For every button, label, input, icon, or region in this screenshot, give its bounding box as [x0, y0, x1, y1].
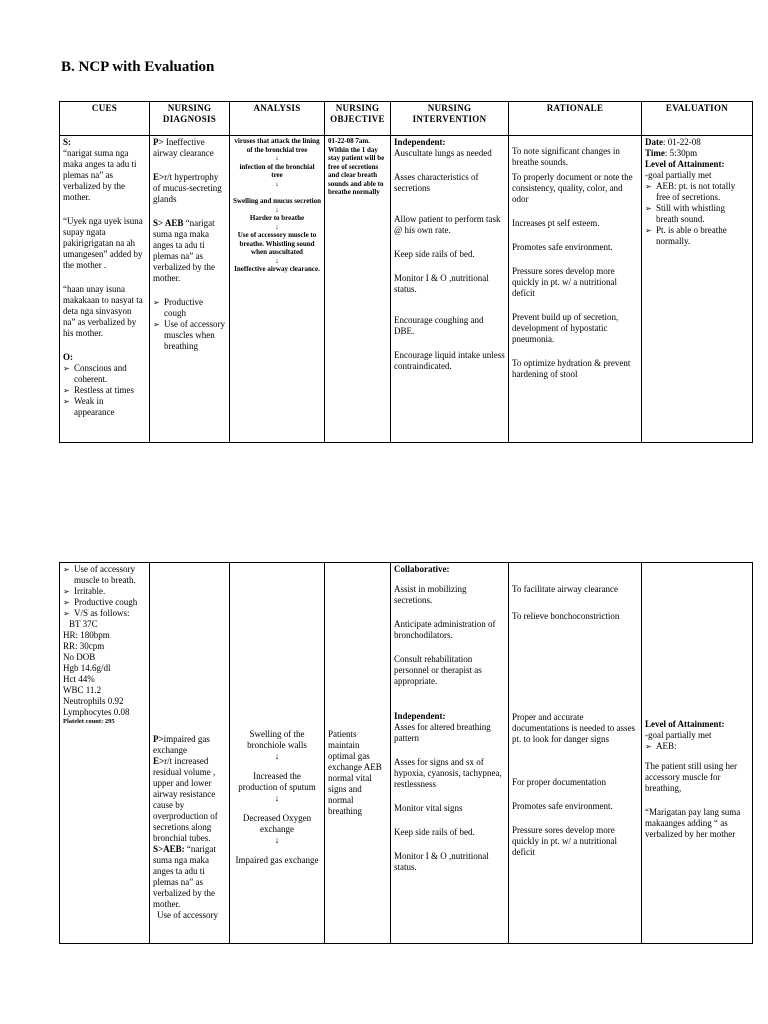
header-rationale: RATIONALE — [509, 102, 642, 136]
header-evaluation: EVALUATION — [642, 102, 753, 136]
list-item: ➢ Still with whistling breath sound. — [645, 203, 749, 225]
rationale-item: To note significant changes in breathe sounds. — [512, 146, 620, 167]
analysis-step: Swelling and mucus secretion — [233, 197, 321, 205]
signs-text: “narigat suma nga maka anges ta adu ti plemas na” as verbalized by the mother. — [153, 844, 216, 909]
objective-cell — [325, 563, 391, 944]
analysis-step: Decreased Oxygen exchange — [242, 813, 312, 834]
subjective-cue: “Uyek nga uyek isuna supay ngata pakirigrigatan na ah umangesen” added by the mother . — [63, 216, 143, 270]
evaluation-cell — [642, 136, 753, 443]
vital-sign: RR: 30cpm — [63, 641, 105, 651]
intervention-item: Auscultate lungs as needed — [394, 148, 492, 158]
header-cues: CUES — [60, 102, 150, 136]
list-item: ➢ Restless at times — [63, 385, 146, 396]
list-item: ➢ Use of accessory muscles when breathing — [153, 319, 226, 352]
diagnosis-cell — [150, 563, 230, 944]
vital-sign: No DOB — [63, 652, 96, 662]
signs-label: S>AEB: — [153, 844, 185, 854]
intervention-item: Asses characteristics of secretions — [394, 172, 479, 193]
intervention-cell — [391, 136, 509, 443]
ncp-table-2 — [59, 562, 753, 944]
list-item: ➢ AEB: — [645, 741, 749, 752]
ncp-table-1 — [59, 101, 753, 443]
date-label: Date — [645, 137, 663, 147]
down-arrow-icon: ↓ — [274, 751, 280, 761]
down-arrow-icon: ↓ — [274, 793, 280, 803]
table-row — [60, 136, 753, 443]
intervention-item: Asses for altered breathing pattern — [394, 722, 491, 743]
rationale-item: Promotes safe environment. — [512, 801, 613, 811]
rationale-item: Proper and accurate documentations is needed to asses pt. to look for danger signs — [512, 712, 635, 744]
problem-text: impaired gas exchange — [153, 734, 210, 755]
intervention-item: Keep side rails of bed. — [394, 249, 475, 259]
intervention-cell — [391, 563, 509, 944]
time-label: Time — [645, 148, 665, 158]
down-arrow-icon: ↓ — [275, 222, 279, 231]
header-nursing-intervention: NURSING INTERVENTION — [391, 102, 509, 136]
date-value: : 01-22-08 — [663, 137, 701, 147]
list-item: ➢ Conscious and coherent. — [63, 363, 146, 385]
down-arrow-icon: ↓ — [275, 205, 279, 214]
analysis-step: viruses that attack the lining of the bronchial tree — [234, 137, 320, 154]
table-row — [60, 563, 753, 944]
vital-sign: Hgb 14.6g/dl — [63, 663, 111, 673]
analysis-step: infection of the bronchial tree — [239, 162, 315, 179]
intervention-item: Monitor vital signs — [394, 803, 463, 813]
problem-label: P> — [153, 734, 164, 744]
evaluation-text: “Marigatan pay lang suma makaanges adding “ as verbalized by her mother — [645, 807, 741, 839]
rationale-item: Prevent build up of secretion, development of hypostatic pneumonia. — [512, 312, 619, 344]
intervention-item: Monitor I & O ,nutritional status. — [394, 273, 489, 294]
subjective-cue: “narigat suma nga maka anges ta adu ti plemas na” as verbalized by the mother. — [63, 148, 137, 202]
analysis-step: Increased the production of sputum — [238, 771, 316, 792]
vital-sign: WBC 11.2 — [63, 685, 102, 695]
list-item: ➢ Use of accessory muscle to breath. — [63, 564, 146, 586]
list-item: ➢ AEB: pt. is not totally free of secretions. — [645, 181, 749, 203]
intervention-item: Encourage liquid intake unless contraindicated. — [394, 350, 505, 371]
intervention-item: Monitor I & O ,nutritional status. — [394, 851, 489, 872]
time-value: : 5:30pm — [664, 148, 698, 158]
list-item: ➢ Productive cough — [63, 597, 146, 608]
signs-text: “narigat suma nga maka anges ta adu ti plemas na” as verbalized by the mother. — [153, 218, 215, 283]
list-item: ➢ Irritable. — [63, 586, 146, 597]
evaluation-text: The patient still using her accessory muscle for breathing, — [645, 761, 737, 793]
vital-sign: Lymphocytes 0.08 — [63, 707, 130, 717]
down-arrow-icon: ↓ — [275, 179, 279, 188]
intervention-item: Consult rehabilitation personnel or therapist as appropriate. — [394, 654, 482, 686]
intervention-item: Anticipate administration of bronchodilators. — [394, 619, 496, 640]
etiology-text: r/t hypertrophy of mucus-secreting glands — [153, 172, 222, 204]
goal-status: -goal partially met — [645, 730, 712, 740]
rationale-item: Pressure sores develop more quickly in pt. w/ a nutritional deficit — [512, 266, 617, 298]
down-arrow-icon: ↓ — [275, 154, 279, 162]
etiology-label: E> — [153, 172, 165, 182]
goal-status: -goal partially met — [645, 170, 712, 180]
rationale-cell — [509, 563, 642, 944]
list-item: ➢ Pt. is able o breathe normally. — [645, 225, 749, 247]
rationale-item: To optimize hydration & prevent hardening of stool — [512, 358, 631, 379]
intervention-item: Allow patient to perform task @ his own rate. — [394, 214, 501, 235]
analysis-cell — [230, 563, 325, 944]
signs-list — [153, 297, 226, 352]
evaluation-list — [645, 181, 749, 247]
vital-sign: Hct 44% — [63, 674, 95, 684]
analysis-step: Use of accessory muscle to breathe. Whistling sound when auscultated — [237, 231, 317, 256]
table-header-row — [60, 102, 753, 136]
rationale-item: Promotes safe environment. — [512, 242, 613, 252]
rationale-item: Increases pt self esteem. — [512, 218, 600, 228]
intervention-item: Assist in mobilizing secretions. — [394, 584, 467, 605]
analysis-step: Swelling of the bronchiole walls — [247, 729, 307, 750]
evaluation-list — [645, 741, 749, 752]
header-nursing-diagnosis: NURSING DIAGNOSIS — [150, 102, 230, 136]
collaborative-label: Collaborative: — [394, 564, 450, 574]
problem-label: P> — [153, 137, 164, 147]
objective-cell — [325, 136, 391, 443]
list-item: ➢ Productive cough — [153, 297, 226, 319]
rationale-item: To facilitate airway clearance — [512, 584, 619, 594]
vital-sign: HR: 180bpm — [63, 630, 110, 640]
problem-text: Ineffective airway clearance — [153, 137, 214, 158]
analysis-step: Impaired gas exchange — [235, 855, 319, 865]
intervention-item: Encourage coughing and DBE. — [394, 315, 484, 336]
page-heading: B. NCP with Evaluation — [61, 59, 215, 75]
subjective-label: S: — [63, 137, 72, 147]
platelet-count: Platelet count: 295 — [63, 718, 115, 725]
etiology-label: E> — [153, 756, 165, 766]
attainment-label: Level of Attainment: — [645, 719, 725, 729]
independent-label: Independent: — [394, 137, 446, 147]
rationale-item: For proper documentation — [512, 777, 606, 787]
analysis-step: Ineffective airway clearance. — [234, 265, 320, 273]
header-analysis: ANALYSIS — [230, 102, 325, 136]
evaluation-cell — [642, 563, 753, 944]
cues-cell — [60, 563, 150, 944]
vital-sign: BT 37C — [69, 619, 98, 629]
objective-cues-list — [63, 363, 146, 418]
analysis-cell — [230, 136, 325, 443]
subjective-cue: “haan unay isuna makakaan to nasyat ta deta nga sinvasyon na” as verbalized by his mother. — [63, 284, 143, 338]
objective-text: Patients maintain optimal gas exchange AEB normal vital signs and normal breathing — [328, 729, 382, 816]
rationale-item: Pressure sores develop more quickly in pt. w/ a nutritional deficit — [512, 825, 617, 857]
objective-text: 01-22-08 7am. Within the 1 day stay patient will be free of secretions and clear breath sounds and able to breathe normally — [328, 137, 385, 196]
down-arrow-icon: ↓ — [274, 835, 280, 845]
diagnosis-cell — [150, 136, 230, 443]
etiology-text: r/t increased residual volume , upper and lower airway resistance cause by overproduction of secretions along bronchial tubes. — [153, 756, 218, 843]
header-nursing-objective: NURSING OBJECTIVE — [325, 102, 391, 136]
intervention-item: Asses for signs and sx of hypoxia, cyanosis, tachypnea, restlessness — [394, 757, 502, 789]
vital-sign: Neutrophils 0.92 — [63, 696, 124, 706]
rationale-item: To properly document or note the consistency, quality, color, and odor — [512, 172, 633, 204]
analysis-step: Harder to breathe — [249, 214, 305, 222]
rationale-item: To relieve bonchoconstriction — [512, 611, 620, 621]
list-item: ➢ Weak in appearance — [63, 396, 146, 418]
independent-label: Independent: — [394, 711, 446, 721]
list-item: ➢ V/S as follows: — [63, 608, 146, 619]
objective-label: O: — [63, 352, 73, 362]
cues-cell — [60, 136, 150, 443]
attainment-label: Level of Attainment: — [645, 159, 725, 169]
signs-label: S> AEB — [153, 218, 184, 228]
down-arrow-icon: ↓ — [275, 256, 279, 265]
cues-list — [63, 564, 146, 619]
diagnosis-extra: Use of accessory — [157, 910, 218, 920]
rationale-cell — [509, 136, 642, 443]
intervention-item: Keep side rails of bed. — [394, 827, 475, 837]
